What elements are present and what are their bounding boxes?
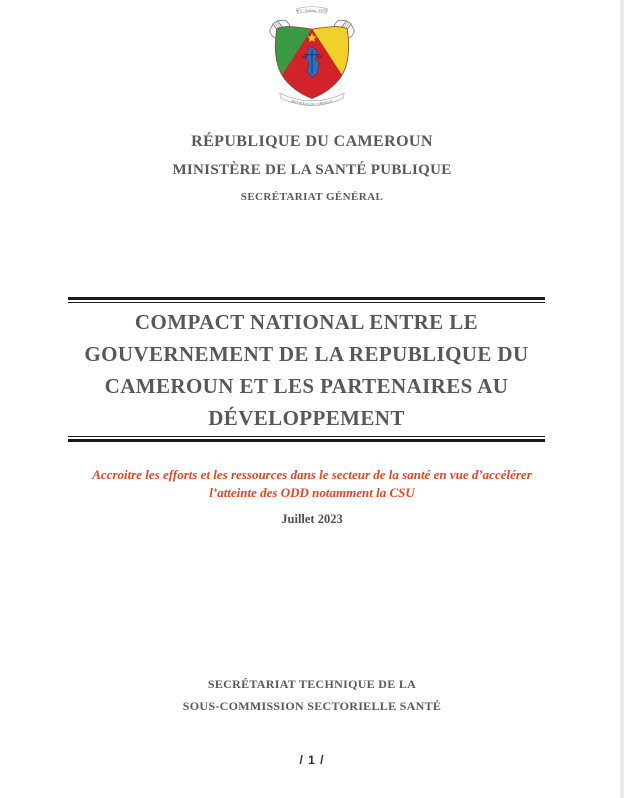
secretariat-title: SECRÉTARIAT GÉNÉRAL [240,191,384,203]
title-line-1: COMPACT NATIONAL ENTRE LE [134,310,479,334]
page-edge [620,0,624,798]
title-line-4: DÉVELOPPEMENT [208,406,405,430]
subtitle-line-1: Accroitre les efforts et les ressources dans le secteur de la santé en vue d’accélérer [92,467,532,482]
title-line-2: GOUVERNEMENT DE LA REPUBLIQUE DU [84,342,529,366]
document-subtitle [40,466,584,502]
cameroon-coat-of-arms-icon [255,4,369,114]
document-title [68,303,545,436]
banner-text: RÉPUBLIQUE DU CAMEROUN [290,98,334,107]
page-number: / 1 / [299,753,325,767]
country-title: RÉPUBLIQUE DU CAMEROUN [191,133,433,150]
title-block [68,297,545,442]
motto-text: PAIX - TRAVAIL - PATRIE [295,8,329,13]
bottom-rule-thick [68,439,545,442]
title-line-3: CAMEROUN ET LES PARTENAIRES AU [104,374,509,398]
subtitle-line-2: l’atteinte des ODD notamment la CSU [209,485,415,500]
ministry-title: MINISTÈRE DE LA SANTÉ PUBLIQUE [172,162,452,178]
publication-date: Juillet 2023 [281,512,343,526]
footer-org-line-2: SOUS-COMMISSION SECTORIELLE SANTÉ [182,699,442,713]
footer-org-line-1: SECRÉTARIAT TECHNIQUE DE LA [207,677,417,691]
